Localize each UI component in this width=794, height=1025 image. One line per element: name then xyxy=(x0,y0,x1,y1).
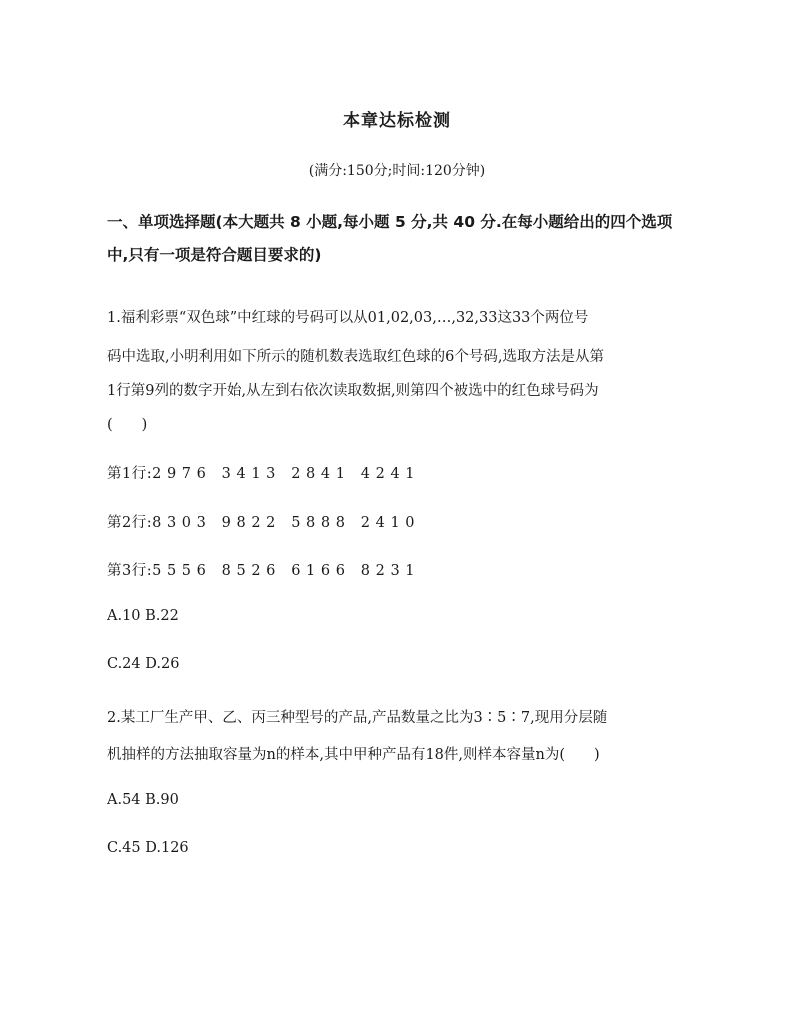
question-1-options-ab: A.10 B.22 xyxy=(107,608,179,624)
random-table-row-1: 第1行:2 9 7 6 3 4 1 3 2 8 4 1 4 2 4 1 xyxy=(107,466,416,482)
section-heading-line-2: 中,只有一项是符合题目要求的) xyxy=(107,246,322,264)
question-2-options-ab: A.54 B.90 xyxy=(107,792,179,808)
random-table-row-2: 第2行:8 3 0 3 9 8 2 2 5 8 8 8 2 4 1 0 xyxy=(107,515,416,531)
question-1-text-line-2: 码中选取,小明利用如下所示的随机数表选取红色球的6个号码,选取方法是从第 xyxy=(107,349,604,365)
question-1-text-line-1: 1.福利彩票“双色球”中红球的号码可以从01,02,03,…,32,33这33个两位号 xyxy=(107,310,589,326)
question-2-text-line-1: 2.某工厂生产甲、乙、丙三种型号的产品,产品数量之比为3∶5∶7,现用分层随 xyxy=(107,710,608,726)
section-heading xyxy=(107,206,697,272)
question-1-text-line-3: 1行第9列的数字开始,从左到右依次读取数据,则第四个被选中的红色球号码为 xyxy=(107,383,599,399)
section-heading-line-1: 一、单项选择题(本大题共 8 小题,每小题 5 分,共 40 分.在每小题给出的四个选项 xyxy=(107,213,673,231)
random-table-row-3: 第3行:5 5 5 6 8 5 2 6 6 1 6 6 8 2 3 1 xyxy=(107,563,416,579)
question-1-options-cd: C.24 D.26 xyxy=(107,656,180,672)
question-2-text-line-2: 机抽样的方法抽取容量为n的样本,其中甲种产品有18件,则样本容量n为( ) xyxy=(107,747,600,763)
exam-info: (满分:150分;时间:120分钟) xyxy=(308,163,486,179)
question-1-answer-blank: ( ) xyxy=(107,417,148,433)
question-2-options-cd: C.45 D.126 xyxy=(107,840,189,856)
page-title: 本章达标检测 xyxy=(343,111,451,131)
